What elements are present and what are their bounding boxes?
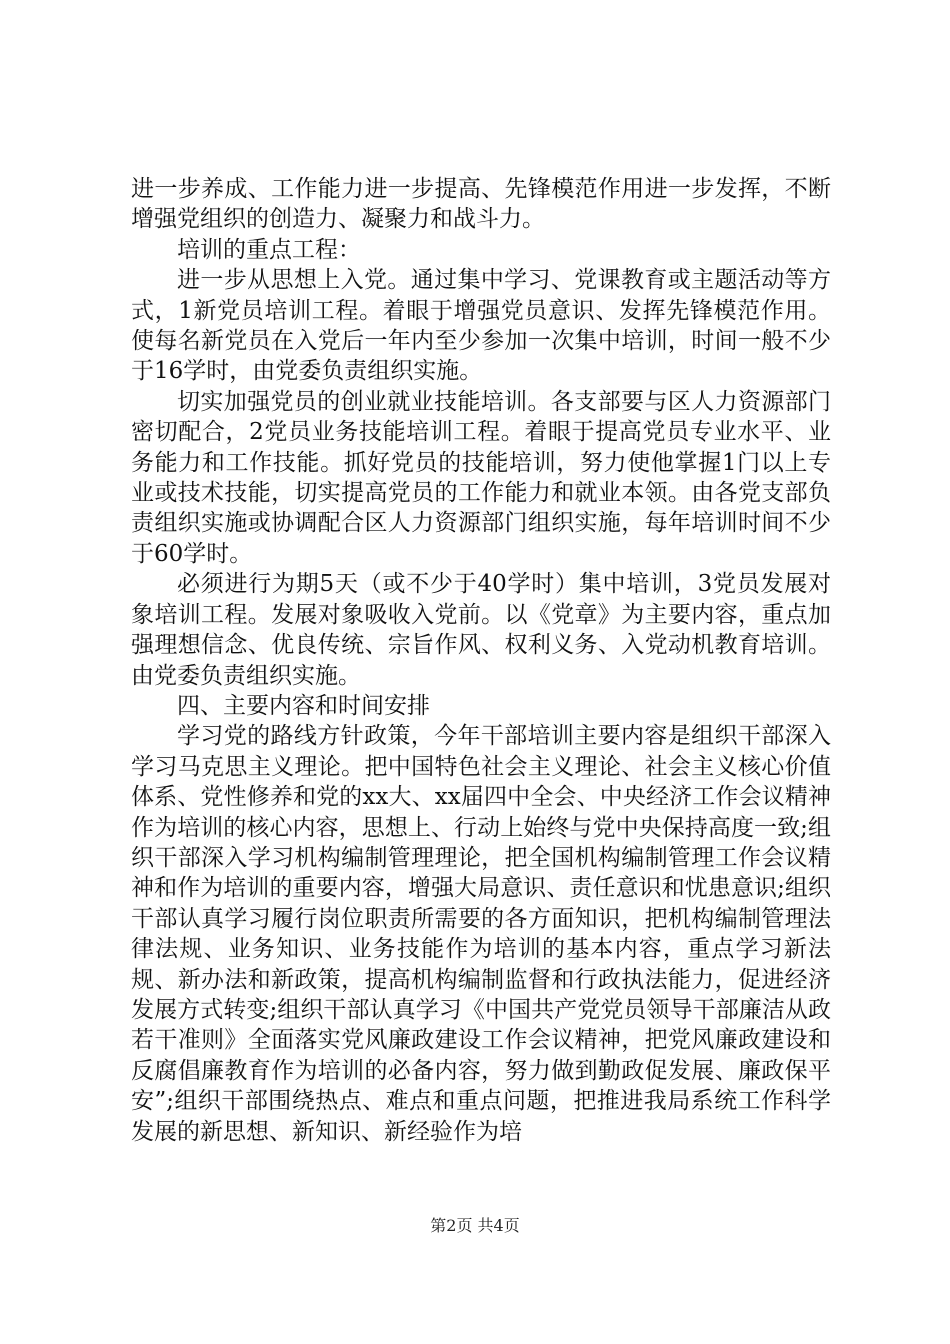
paragraph-4: 切实加强党员的创业就业技能培训。各支部要与区人力资源部门密切配合，2党员业务技能培训工程。着眼于提高党员专业水平、业务能力和工作技能。抓好党员的技能培训，努力使他掌握1门以上专业或技术技能，切实提高党员的工作能力和就业本领。由各党支部负责组织实施或协调配合区人力资源部门组织实施，每年培训时间不少于60学时。 — [131, 388, 831, 567]
paragraph-5: 必须进行为期5天（或不少于40学时）集中培训，3党员发展对象培训工程。发展对象吸收入党前。以《党章》为主要内容，重点加强理想信念、优良传统、宗旨作风、权利义务、入党动机教育培训。由党委负责组织实施。 — [131, 571, 831, 689]
section-heading: 四、主要内容和时间安排 — [177, 692, 430, 719]
paragraph-3: 进一步从思想上入党。通过集中学习、党课教育或主题活动等方式，1新党员培训工程。着眼于增强党员意识、发挥先锋模范作用。使每名新党员在入党后一年内至少参加一次集中培训，时间一般不少于16学时，由党委负责组织实施。 — [131, 267, 831, 385]
document-body — [131, 174, 831, 1147]
paragraph-1: 进一步养成、工作能力进一步提高、先锋模范作用进一步发挥，不断增强党组织的创造力、凝聚力和战斗力。 — [131, 176, 831, 233]
paragraph-2: 培训的重点工程： — [177, 236, 361, 263]
page-number-footer: 第2页 共4页 — [430, 1216, 520, 1235]
paragraph-7: 学习党的路线方针政策，今年干部培训主要内容是组织干部深入学习马克思主义理论。把中国特色社会主义理论、社会主义核心价值体系、党性修养和党的xx大、xx届四中全会、中央经济工作会议精神作为培训的核心内容，思想上、行动上始终与党中央保持高度一致;组织干部深入学习机构编制管理理论，把全国机构编制管理工作会议精神和作为培训的重要内容，增强大局意识、责任意识和忧患意识;组织干部认真学习履行岗位职责所需要的各方面知识，把机构编制管理法律法规、业务知识、业务技能作为培训的基本内容，重点学习新法规、新办法和新政策，提高机构编制监督和行政执法能力，促进经济发展方式转变;组织干部认真学习《中国共产党党员领导干部廉洁从政若干准则》全面落实党风廉政建设工作会议精神，把党风廉政建设和反腐倡廉教育作为培训的必备内容，努力做到勤政促发展、廉政保平安”;组织干部围绕热点、难点和重点问题，把推进我局系统工作科学发展的新思想、新知识、新经验作为培 — [131, 723, 831, 1145]
